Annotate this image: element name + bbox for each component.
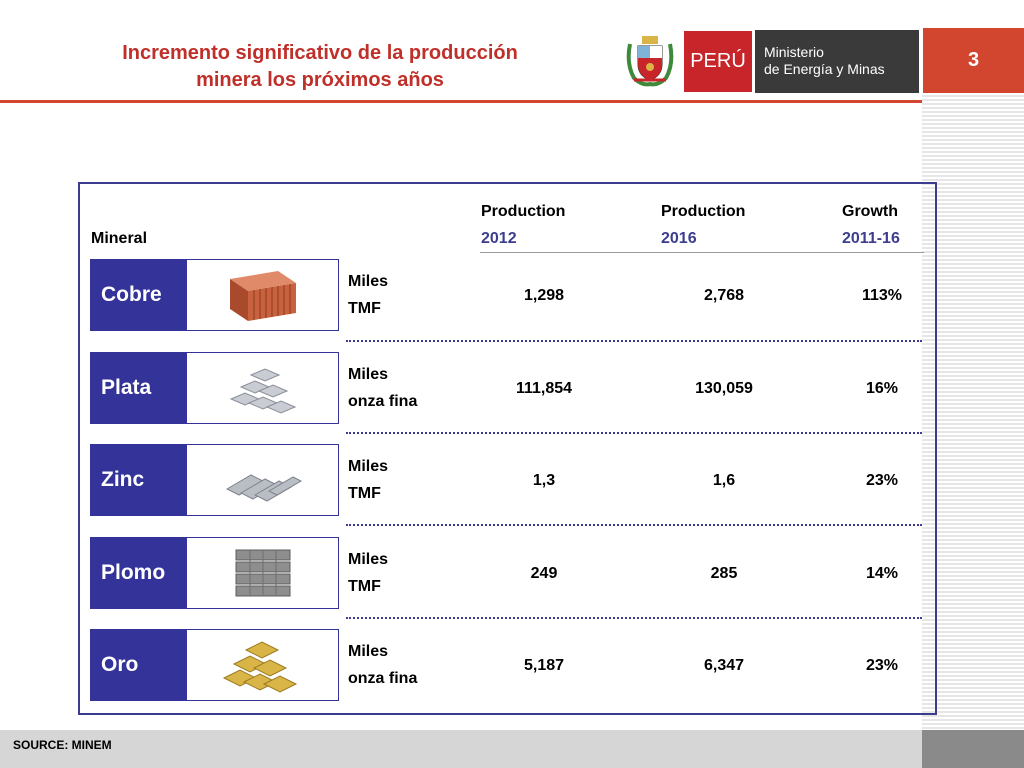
slide-title <box>40 40 600 94</box>
cobre-image <box>186 259 339 331</box>
zinc-ingots-icon <box>221 455 305 505</box>
footer-bar-right <box>922 730 1024 768</box>
row-separator <box>346 340 922 342</box>
mineral-label-oro: Oro <box>90 629 186 701</box>
coat-of-arms-icon <box>624 34 676 88</box>
gold-bars-icon <box>218 634 308 696</box>
unit-zinc-line2: TMF <box>348 485 381 502</box>
peru-brand: PERÚ <box>683 30 753 93</box>
growth-cobre: 113% <box>861 287 903 304</box>
prod2012-zinc: 1,3 <box>532 472 556 489</box>
row-separator <box>346 524 922 526</box>
unit-zinc-line1: Miles <box>348 458 389 475</box>
prod2012-cobre: 1,298 <box>523 287 565 304</box>
ministry-line2: de Energía y Minas <box>764 61 885 77</box>
prod2016-plata: 130,059 <box>695 380 753 397</box>
col-header-growth-label: Growth <box>842 203 898 220</box>
unit-plata <box>348 361 417 415</box>
header-rule <box>480 252 924 253</box>
zinc-image <box>186 444 339 516</box>
ministry-line1: Ministerio <box>764 44 824 60</box>
col-header-mineral: Mineral <box>91 230 148 247</box>
unit-oro-line2: onza fina <box>348 670 418 687</box>
prod2016-zinc: 1,6 <box>712 472 736 489</box>
page-number: 3 <box>923 28 1024 93</box>
col-header-prod2012 <box>481 198 565 252</box>
growth-plomo: 14% <box>865 565 899 582</box>
title-underline <box>0 100 922 103</box>
prod2012-plata: 111,854 <box>515 380 573 397</box>
unit-plata-line2: onza fina <box>348 393 418 410</box>
source-note: SOURCE: MINEM <box>13 738 112 752</box>
unit-plomo-line2: TMF <box>348 578 381 595</box>
slide-title-line2: minera los próximos años <box>196 69 444 91</box>
unit-oro <box>348 638 417 692</box>
unit-cobre-line2: TMF <box>348 300 381 317</box>
prod2016-oro: 6,347 <box>703 657 745 674</box>
growth-zinc: 23% <box>865 472 899 489</box>
row-separator <box>346 617 922 619</box>
plomo-image <box>186 537 339 609</box>
copper-cathodes-icon <box>218 265 308 325</box>
col-header-prod2016-label: Production <box>661 203 746 220</box>
col-header-growth <box>842 198 900 252</box>
oro-image <box>186 629 339 701</box>
decorative-stripes <box>922 95 1024 730</box>
unit-zinc <box>348 453 388 507</box>
plata-image <box>186 352 339 424</box>
row-separator <box>346 432 922 434</box>
silver-bars-icon <box>223 361 303 416</box>
slide-title-line1: Incremento significativo de la producción <box>122 42 518 64</box>
mineral-label-cobre: Cobre <box>90 259 186 331</box>
prod2016-cobre: 2,768 <box>703 287 745 304</box>
col-header-prod2016-year: 2016 <box>661 230 697 247</box>
col-header-prod2012-year: 2012 <box>481 230 517 247</box>
unit-plomo <box>348 546 388 600</box>
unit-oro-line1: Miles <box>348 643 389 660</box>
ministry-brand <box>755 30 919 93</box>
prod2012-oro: 5,187 <box>523 657 565 674</box>
unit-cobre-line1: Miles <box>348 273 389 290</box>
mineral-label-plomo: Plomo <box>90 537 186 609</box>
prod2016-plomo: 285 <box>710 565 738 582</box>
unit-plata-line1: Miles <box>348 366 389 383</box>
col-header-prod2012-label: Production <box>481 203 566 220</box>
footer-bar <box>0 730 922 768</box>
col-header-growth-period: 2011-16 <box>842 230 900 247</box>
mineral-label-zinc: Zinc <box>90 444 186 516</box>
col-header-prod2016 <box>661 198 745 252</box>
prod2012-plomo: 249 <box>530 565 558 582</box>
mineral-label-plata: Plata <box>90 352 186 424</box>
growth-plata: 16% <box>865 380 899 397</box>
unit-cobre <box>348 268 388 322</box>
growth-oro: 23% <box>865 657 899 674</box>
unit-plomo-line1: Miles <box>348 551 389 568</box>
lead-ingots-icon <box>228 542 298 604</box>
